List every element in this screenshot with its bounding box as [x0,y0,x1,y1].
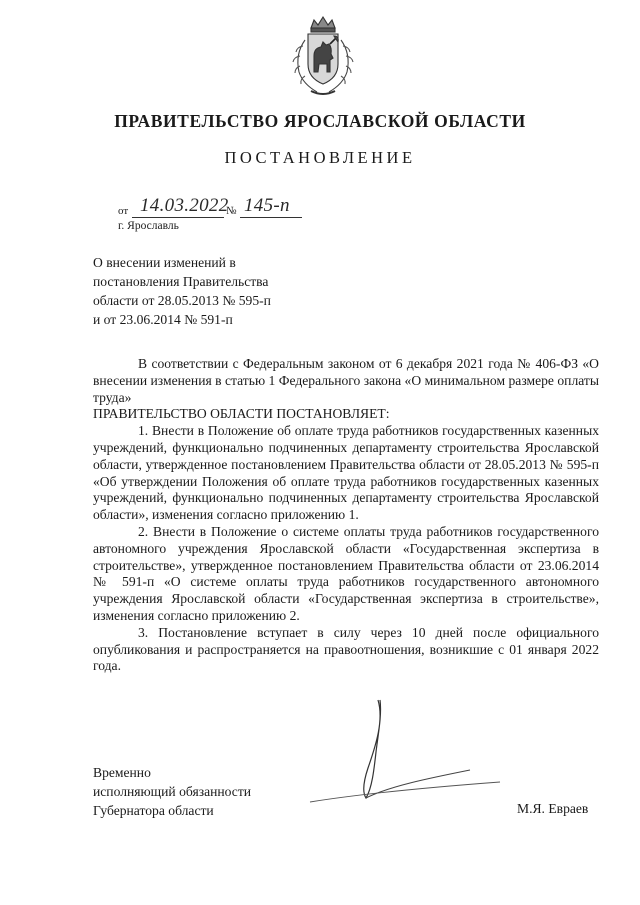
document-type: ПОСТАНОВЛЕНИЕ [224,148,416,167]
document-number: 145-п [244,195,290,216]
signatory-line: Временно [93,765,151,780]
number-label: № [226,205,237,217]
item-1-paragraph: 1. Внести в Положение об оплате труда работников государственных казенных учреждений, функционально подчиненных департаменту строительства Ярославской области, утвержденное постановлением Правительства области от 28.05.2013 № 595-п «Об утверждении Положения об оплате труда работников государственных казенных учреждений, функционально подчиненных департаменту строительства Ярославской области», изменения согласно приложению 1. [93,423,599,523]
signatory-name: М.Я. Евраев [517,801,589,816]
date-underline [132,217,224,218]
date-label: от [118,205,129,217]
document-city: г. Ярославль [118,220,179,232]
subject-line: О внесении изменений в [93,255,236,270]
document-subject [93,253,271,329]
subject-line: и от 23.06.2014 № 591-п [93,312,233,327]
signatory-position [93,763,251,820]
document-body [93,356,599,675]
document-date: 14.03.2022 [140,195,229,216]
item-2-paragraph: 2. Внести в Положение о системе оплаты труда работников государственного автономного учреждения Ярославской области «Государственная экспертиза в строительстве», утвержденное постановлением Правительства области от 23.06.2014 № 591-п «О системе оплаты труда работников государственного автономного учреждения Ярославской области «Государственная экспертиза в строительстве», изменения согласно приложению 2. [93,523,599,623]
preamble-paragraph: В соответствии с Федеральным законом от 6 декабря 2021 года № 406-ФЗ «О внесении изменения в статью 1 Федерального закона «О минимальном размере оплаты труда» [93,356,599,405]
resolution-heading: ПРАВИТЕЛЬСТВО ОБЛАСТИ ПОСТАНОВЛЯЕТ: [93,406,390,422]
government-title: ПРАВИТЕЛЬСТВО ЯРОСЛАВСКОЙ ОБЛАСТИ [114,111,526,131]
subject-line: постановления Правительства [93,274,269,289]
subject-line: области от 28.05.2013 № 595-п [93,293,271,308]
number-underline [240,217,302,218]
item-3-paragraph: 3. Постановление вступает в силу через 10 дней после официального опубликования и распространяется на правоотношения, возникшие с 01 января 2022 года. [93,624,599,674]
dateline [118,196,418,222]
coat-of-arms-emblem [281,14,365,98]
handwritten-signature [280,690,510,815]
signatory-line: исполняющий обязанности [93,784,252,799]
signatory-line: Губернатора области [93,803,214,818]
